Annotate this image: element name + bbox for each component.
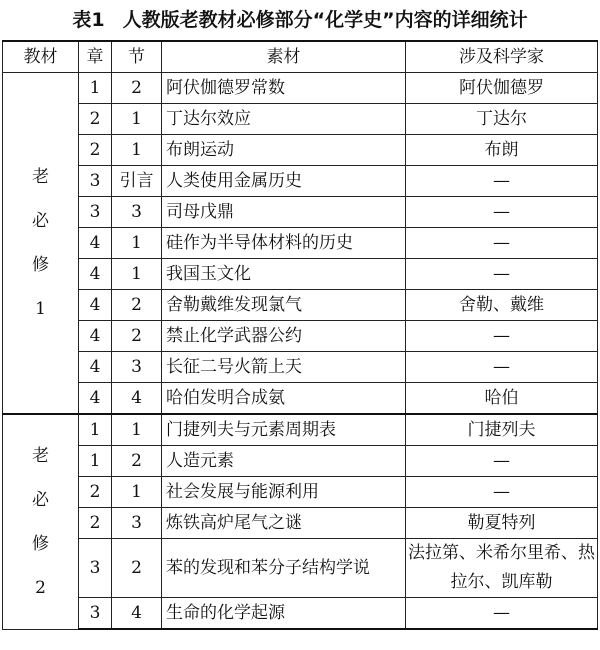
section-cell: 2 (112, 446, 162, 477)
table-row (3, 290, 598, 321)
material-cell: 硅作为半导体材料的历史 (162, 228, 406, 259)
section-cell: 2 (112, 539, 162, 598)
material-cell: 人造元素 (162, 446, 406, 477)
table-row (3, 598, 598, 630)
chapter-cell: 4 (79, 259, 112, 290)
scientist-cell: 勒夏特列 (406, 508, 598, 539)
chapter-cell: 4 (79, 352, 112, 383)
chapter-cell: 3 (79, 197, 112, 228)
table-caption (0, 6, 600, 34)
textbook-cell-2 (3, 414, 79, 629)
header-material: 素材 (162, 41, 406, 73)
table-row (3, 166, 598, 197)
chapter-cell: 1 (79, 414, 112, 446)
section-cell: 1 (112, 135, 162, 166)
section-cell: 1 (112, 477, 162, 508)
textbook-cell-1 (3, 73, 79, 415)
chapter-cell: 2 (79, 104, 112, 135)
section-cell: 2 (112, 321, 162, 352)
scientist-cell: 门捷列夫 (406, 414, 598, 446)
section-cell: 1 (112, 414, 162, 446)
material-cell: 布朗运动 (162, 135, 406, 166)
section-cell: 2 (112, 290, 162, 321)
section-cell: 引言 (112, 166, 162, 197)
material-cell: 阿伏伽德罗常数 (162, 73, 406, 104)
textbook-char: 老 (32, 445, 49, 466)
section-cell: 3 (112, 508, 162, 539)
scientist-cell: 阿伏伽德罗 (406, 73, 598, 104)
section-cell: 4 (112, 383, 162, 415)
table-row (3, 508, 598, 539)
table-row (3, 383, 598, 415)
table-row (3, 446, 598, 477)
section-cell: 1 (112, 228, 162, 259)
table-number: 表1 (72, 9, 105, 31)
chapter-cell: 1 (79, 73, 112, 104)
material-cell: 长征二号火箭上天 (162, 352, 406, 383)
textbook-char: 老 (32, 167, 49, 187)
table-row (3, 414, 598, 446)
table-title: 人教版老教材必修部分“化学史”内容的详细统计 (122, 9, 528, 31)
header-chapter: 章 (79, 41, 112, 73)
scientist-cell: — (406, 598, 598, 630)
chapter-cell: 1 (79, 446, 112, 477)
chapter-cell: 2 (79, 508, 112, 539)
table-row (3, 259, 598, 290)
textbook-char: 必 (32, 489, 49, 510)
chapter-cell: 3 (79, 598, 112, 630)
material-cell: 舍勒戴维发现氯气 (162, 290, 406, 321)
material-cell: 人类使用金属历史 (162, 166, 406, 197)
chapter-cell: 4 (79, 383, 112, 415)
scientist-cell: — (406, 477, 598, 508)
section-cell: 2 (112, 73, 162, 104)
header-row (3, 41, 598, 73)
header-section: 节 (112, 41, 162, 73)
textbook-char: 修 (32, 255, 49, 275)
material-cell: 门捷列夫与元素周期表 (162, 414, 406, 446)
material-cell: 生命的化学起源 (162, 598, 406, 630)
scientist-cell: — (406, 352, 598, 383)
material-cell: 社会发展与能源利用 (162, 477, 406, 508)
table-row (3, 352, 598, 383)
scientist-cell: — (406, 228, 598, 259)
header-textbook: 教材 (3, 41, 79, 73)
material-cell: 禁止化学武器公约 (162, 321, 406, 352)
scientist-cell: 哈伯 (406, 383, 598, 415)
table-row (3, 539, 598, 598)
section-cell: 4 (112, 598, 162, 630)
material-cell: 炼铁高炉尾气之谜 (162, 508, 406, 539)
table-row (3, 197, 598, 228)
textbook-char: 2 (35, 577, 46, 598)
textbook-char: 必 (32, 211, 49, 231)
header-scientist: 涉及科学家 (406, 41, 598, 73)
section-cell: 1 (112, 104, 162, 135)
chapter-cell: 3 (79, 166, 112, 197)
section-cell: 3 (112, 197, 162, 228)
table-row (3, 104, 598, 135)
table-row (3, 135, 598, 166)
table-row (3, 477, 598, 508)
section-cell: 3 (112, 352, 162, 383)
section-cell: 1 (112, 259, 162, 290)
table-row (3, 321, 598, 352)
textbook-char: 1 (35, 299, 46, 319)
scientist-cell: — (406, 197, 598, 228)
scientist-cell: — (406, 321, 598, 352)
scientist-cell: 丁达尔 (406, 104, 598, 135)
scientist-cell: 舍勒、戴维 (406, 290, 598, 321)
table-row (3, 73, 598, 104)
scientist-cell: 布朗 (406, 135, 598, 166)
chapter-cell: 4 (79, 321, 112, 352)
material-cell: 我国玉文化 (162, 259, 406, 290)
scientist-cell: — (406, 446, 598, 477)
chapter-cell: 3 (79, 539, 112, 598)
chapter-cell: 4 (79, 228, 112, 259)
material-cell: 司母戊鼎 (162, 197, 406, 228)
scientist-cell: 法拉第、米希尔里希、热拉尔、凯库勒 (406, 539, 598, 598)
scientist-cell: — (406, 166, 598, 197)
material-cell: 丁达尔效应 (162, 104, 406, 135)
material-cell: 哈伯发明合成氨 (162, 383, 406, 415)
table-row (3, 228, 598, 259)
chapter-cell: 2 (79, 135, 112, 166)
textbook-char: 修 (32, 533, 49, 554)
scientist-cell: — (406, 259, 598, 290)
material-cell: 苯的发现和苯分子结构学说 (162, 539, 406, 598)
history-table (2, 40, 598, 630)
chapter-cell: 2 (79, 477, 112, 508)
chapter-cell: 4 (79, 290, 112, 321)
